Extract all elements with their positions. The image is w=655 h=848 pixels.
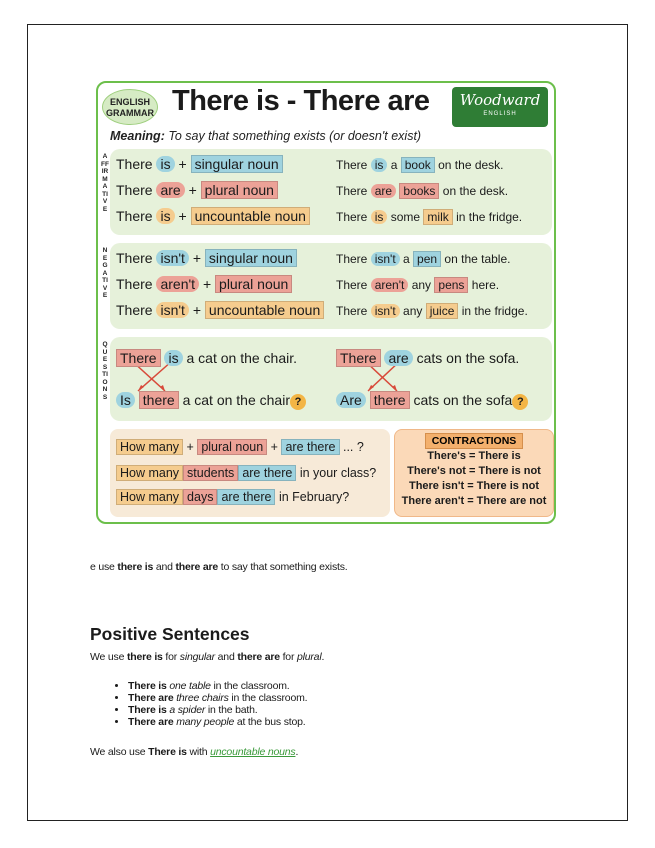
affirmative-section xyxy=(101,149,552,235)
woodward-logo xyxy=(452,87,548,127)
logo-sub: ENGLISH xyxy=(483,111,517,117)
contraction-line: There's = There is xyxy=(427,450,521,462)
question-mark: ? xyxy=(290,394,306,410)
contractions-box xyxy=(394,429,554,517)
how-many-example-2: How many days are there in February? xyxy=(116,489,349,505)
statement-plural: There are cats on the sofa. xyxy=(336,349,519,367)
meaning-label: Meaning: xyxy=(110,129,165,143)
negative-rule-1: There isn't + singular noun xyxy=(116,249,297,267)
intro-paragraph: e use there is and there are to say that something exists. xyxy=(90,561,348,573)
negative-rule-3: There isn't + uncountable noun xyxy=(116,301,324,319)
uncountable-paragraph: We also use There is with uncountable nouns. xyxy=(90,746,299,758)
meaning-text: To say that something exists (or doesn't exist) xyxy=(168,129,422,143)
contraction-line: There's not = There is not xyxy=(407,465,541,477)
logo-brand: Woodward xyxy=(459,91,541,109)
list-item: • There is one table in the classroom. xyxy=(128,680,307,692)
question-mark: ? xyxy=(512,394,528,410)
statement-singular: There is a cat on the chair. xyxy=(116,349,297,367)
meaning-line xyxy=(110,129,421,143)
affirmative-example-3: There is some milk in the fridge. xyxy=(336,210,523,224)
negative-example-1: There isn't a pen on the table. xyxy=(336,252,511,266)
list-item: • There is a spider in the bath. xyxy=(128,704,307,716)
negative-section xyxy=(102,243,552,329)
contraction-line: There isn't = There is not xyxy=(408,480,540,492)
grammar-infographic xyxy=(96,81,556,524)
affirmative-example-1: There is a book on the desk. xyxy=(336,158,504,172)
negative-rule-2: There aren't + plural noun xyxy=(116,275,292,293)
list-item: • There are three chairs in the classroom. xyxy=(128,692,307,704)
question-plural: Are there cats on the sofa ? xyxy=(336,391,528,410)
questions-side-label: QUESTIONS xyxy=(102,341,108,401)
infographic-title: There is - There are xyxy=(172,85,430,117)
uncountable-nouns-link[interactable]: uncountable nouns xyxy=(210,746,296,758)
english-grammar-badge: ENGLISH GRAMMAR xyxy=(102,89,158,125)
questions-section xyxy=(102,337,552,421)
affirmative-rule-1: There is + singular noun xyxy=(116,155,283,173)
positive-paragraph: We use there is for singular and there are for plural. xyxy=(90,651,325,663)
negative-example-2: There aren't any pens here. xyxy=(336,278,500,292)
affirmative-rule-3: There is + uncountable noun xyxy=(116,207,310,225)
how-many-formula: How many + plural noun + are there ... ? xyxy=(116,439,364,455)
affirmative-side-label: AFFIRMATIVE xyxy=(101,153,109,213)
how-many-example-1: How many students are there in your class? xyxy=(116,465,376,481)
question-singular: Is there a cat on the chair ? xyxy=(116,391,306,410)
how-many-section xyxy=(110,429,390,517)
affirmative-example-2: There are books on the desk. xyxy=(336,184,509,198)
list-item: • There are many people at the bus stop. xyxy=(128,716,307,728)
contractions-title: CONTRACTIONS xyxy=(425,433,524,449)
negative-example-3: There isn't any juice in the fridge. xyxy=(336,304,528,318)
negative-side-label: NEGATIVE xyxy=(102,247,108,299)
contraction-line: There aren't = There are not xyxy=(401,495,547,507)
affirmative-rule-2: There are + plural noun xyxy=(116,181,278,199)
example-bullet-list xyxy=(112,680,307,728)
section-heading: Positive Sentences xyxy=(90,624,250,644)
